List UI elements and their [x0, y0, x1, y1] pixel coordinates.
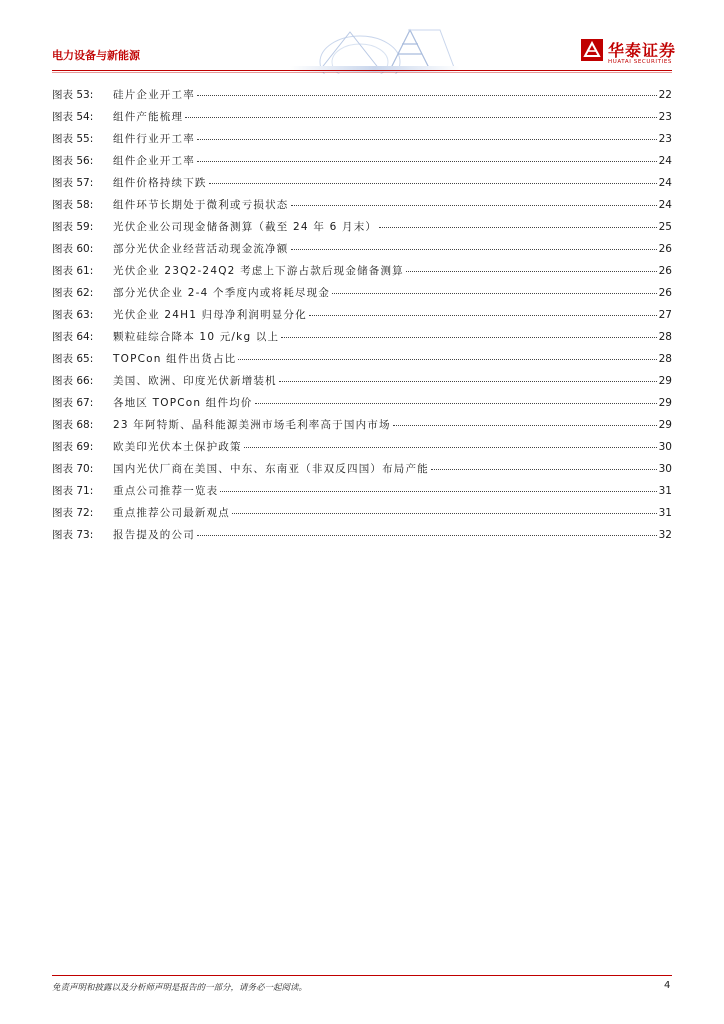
- toc-figure-title: 部分光伏企业 2-4 个季度内或将耗尽现金: [113, 287, 331, 299]
- toc-dot-leader: [431, 468, 657, 470]
- toc-dot-leader: [279, 380, 657, 382]
- header-section-title: 电力设备与新能源: [52, 49, 140, 62]
- toc-figure-label: 图表 69:: [52, 441, 94, 453]
- toc-dot-leader: [309, 314, 657, 316]
- toc-figure-label: 图表 71:: [52, 485, 94, 497]
- toc-figure-title: 部分光伏企业经营活动现金流净额: [113, 243, 289, 255]
- toc-figure-label: 图表 70:: [52, 463, 94, 475]
- toc-dot-leader: [197, 534, 657, 536]
- figure-list: [52, 88, 672, 550]
- toc-page-number: 27: [658, 309, 672, 321]
- toc-figure-label: 图表 63:: [52, 309, 94, 321]
- toc-figure-label: 图表 57:: [52, 177, 94, 189]
- toc-page-number: 28: [658, 331, 672, 343]
- toc-dot-leader: [209, 182, 657, 184]
- toc-figure-label: 图表 54:: [52, 111, 94, 123]
- toc-page-number: 30: [658, 463, 672, 475]
- toc-entry[interactable]: [52, 396, 672, 418]
- toc-figure-title: 光伏企业 23Q2-24Q2 考虑上下游占款后现金储备测算: [113, 265, 404, 277]
- toc-entry[interactable]: [52, 308, 672, 330]
- toc-page-number: 31: [658, 507, 672, 519]
- footer-disclaimer: 免责声明和披露以及分析师声明是报告的一部分，请务必一起阅读。: [52, 983, 308, 993]
- toc-page-number: 26: [658, 243, 672, 255]
- toc-figure-title: 光伏企业 24H1 归母净利润明显分化: [113, 309, 307, 321]
- toc-figure-title: 颗粒硅综合降本 10 元/kg 以上: [113, 331, 280, 343]
- toc-figure-label: 图表 68:: [52, 419, 94, 431]
- toc-page-number: 23: [658, 133, 672, 145]
- toc-entry[interactable]: [52, 506, 672, 528]
- toc-page-number: 26: [658, 265, 672, 277]
- toc-page-number: 29: [658, 397, 672, 409]
- toc-entry[interactable]: [52, 242, 672, 264]
- toc-page-number: 24: [658, 155, 672, 167]
- toc-dot-leader: [244, 446, 657, 448]
- toc-dot-leader: [291, 248, 657, 250]
- toc-dot-leader: [197, 160, 657, 162]
- toc-entry[interactable]: [52, 176, 672, 198]
- toc-figure-label: 图表 72:: [52, 507, 94, 519]
- toc-entry[interactable]: [52, 418, 672, 440]
- logo-name-cn: 华泰证券: [608, 41, 677, 60]
- toc-figure-title: 重点推荐公司最新观点: [113, 507, 230, 519]
- toc-entry[interactable]: [52, 352, 672, 374]
- toc-dot-leader: [197, 138, 657, 140]
- toc-entry[interactable]: [52, 132, 672, 154]
- toc-figure-label: 图表 58:: [52, 199, 94, 211]
- toc-figure-title: 重点公司推荐一览表: [113, 485, 219, 497]
- toc-dot-leader: [406, 270, 657, 272]
- toc-figure-label: 图表 64:: [52, 331, 94, 343]
- toc-page-number: 24: [658, 199, 672, 211]
- toc-dot-leader: [220, 490, 656, 492]
- toc-entry[interactable]: [52, 220, 672, 242]
- toc-figure-title: 美国、欧洲、印度光伏新增装机: [113, 375, 277, 387]
- toc-figure-title: TOPCon 组件出货占比: [113, 353, 237, 365]
- toc-figure-label: 图表 59:: [52, 221, 94, 233]
- toc-dot-leader: [281, 336, 656, 338]
- toc-figure-title: 组件价格持续下跌: [113, 177, 207, 189]
- toc-entry[interactable]: [52, 88, 672, 110]
- toc-figure-title: 欧美印光伏本土保护政策: [113, 441, 242, 453]
- toc-figure-title: 硅片企业开工率: [113, 89, 195, 101]
- toc-page-number: 30: [658, 441, 672, 453]
- toc-entry[interactable]: [52, 286, 672, 308]
- toc-page-number: 31: [658, 485, 672, 497]
- page-number: 4: [664, 980, 671, 991]
- toc-entry[interactable]: [52, 484, 672, 506]
- toc-dot-leader: [291, 204, 657, 206]
- toc-entry[interactable]: [52, 528, 672, 550]
- toc-entry[interactable]: [52, 154, 672, 176]
- toc-entry[interactable]: [52, 264, 672, 286]
- toc-page-number: 26: [658, 287, 672, 299]
- toc-figure-label: 图表 67:: [52, 397, 94, 409]
- toc-dot-leader: [379, 226, 657, 228]
- toc-entry[interactable]: [52, 462, 672, 484]
- toc-entry[interactable]: [52, 110, 672, 132]
- toc-figure-label: 图表 61:: [52, 265, 94, 277]
- toc-entry[interactable]: [52, 440, 672, 462]
- toc-page-number: 29: [658, 375, 672, 387]
- huatai-logo-icon: [580, 38, 604, 62]
- toc-figure-title: 报告提及的公司: [113, 529, 195, 541]
- toc-figure-title: 23 年阿特斯、晶科能源美洲市场毛利率高于国内市场: [113, 419, 391, 431]
- toc-figure-title: 国内光伏厂商在美国、中东、东南亚（非双反四国）布局产能: [113, 463, 429, 475]
- toc-figure-title: 光伏企业公司现金储备测算（截至 24 年 6 月末）: [113, 221, 378, 233]
- toc-figure-title: 组件产能梳理: [113, 111, 184, 123]
- toc-figure-label: 图表 65:: [52, 353, 94, 365]
- toc-figure-title: 组件环节长期处于微利或亏损状态: [113, 199, 289, 211]
- toc-figure-label: 图表 73:: [52, 529, 94, 541]
- toc-dot-leader: [197, 94, 657, 96]
- toc-entry[interactable]: [52, 330, 672, 352]
- toc-page-number: 24: [658, 177, 672, 189]
- toc-entry[interactable]: [52, 374, 672, 396]
- toc-dot-leader: [393, 424, 657, 426]
- toc-dot-leader: [238, 358, 656, 360]
- header-divider: [52, 70, 672, 71]
- header-decoration: [290, 22, 460, 74]
- toc-figure-title: 组件企业开工率: [113, 155, 195, 167]
- footer-divider: [52, 975, 672, 976]
- toc-figure-title: 各地区 TOPCon 组件均价: [113, 397, 253, 409]
- toc-figure-title: 组件行业开工率: [113, 133, 195, 145]
- toc-figure-label: 图表 62:: [52, 287, 94, 299]
- toc-page-number: 29: [658, 419, 672, 431]
- toc-dot-leader: [255, 402, 657, 404]
- toc-page-number: 22: [658, 89, 672, 101]
- toc-figure-label: 图表 55:: [52, 133, 94, 145]
- header-divider-secondary: [52, 72, 672, 73]
- toc-figure-label: 图表 53:: [52, 89, 94, 101]
- toc-page-number: 25: [658, 221, 672, 233]
- toc-figure-label: 图表 60:: [52, 243, 94, 255]
- toc-page-number: 32: [658, 529, 672, 541]
- toc-figure-label: 图表 66:: [52, 375, 94, 387]
- logo-name-en: HUATAI SECURITIES: [608, 59, 672, 65]
- toc-dot-leader: [232, 512, 657, 514]
- toc-dot-leader: [332, 292, 657, 294]
- toc-entry[interactable]: [52, 198, 672, 220]
- toc-page-number: 23: [658, 111, 672, 123]
- toc-figure-label: 图表 56:: [52, 155, 94, 167]
- toc-dot-leader: [185, 116, 656, 118]
- toc-page-number: 28: [658, 353, 672, 365]
